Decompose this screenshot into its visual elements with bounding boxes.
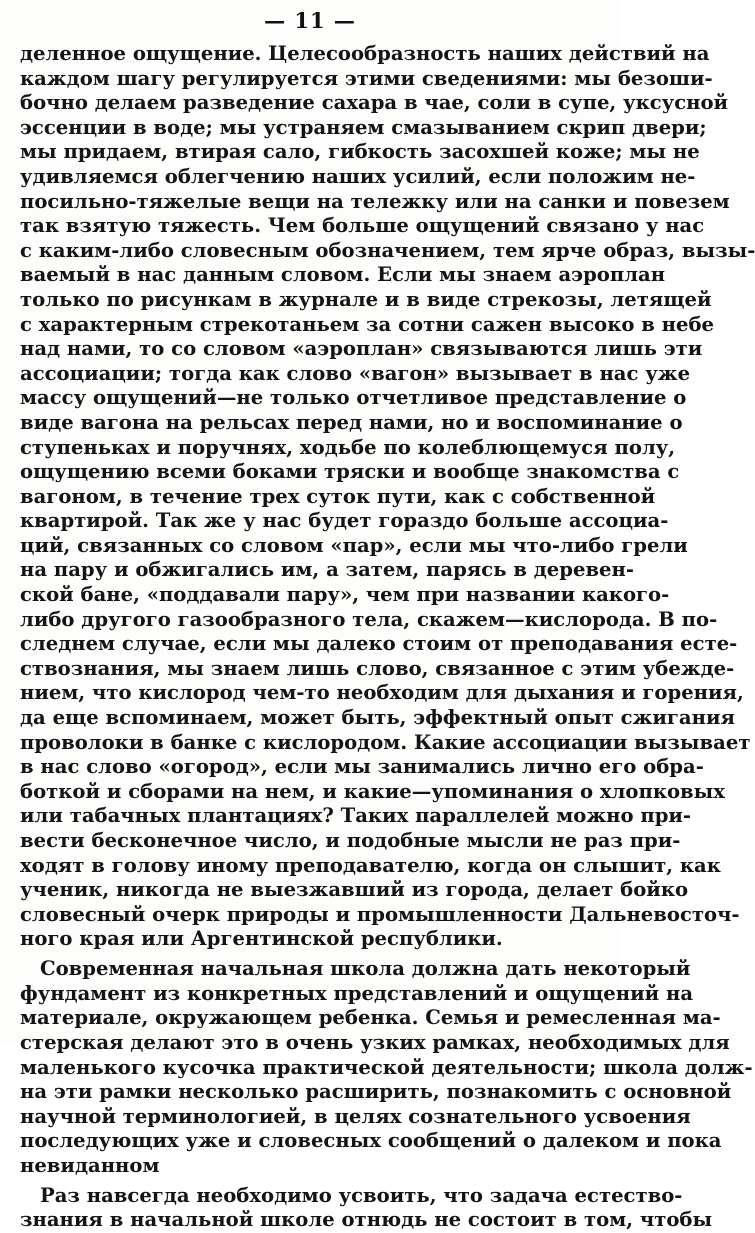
text-line: материале, окружающем ребенка. Семья и ремесленная ма-: [20, 1006, 721, 1030]
text-line: ций, связанных со словом «пар», если мы что-либо грели: [20, 533, 688, 557]
text-line: проволоки в банке с кислородом. Какие ассоциации вызывает: [20, 730, 751, 754]
text-line: знания в начальной школе отнюдь не состоит в том, чтобы: [20, 1208, 713, 1232]
text-line: с каким-либо словесным обозначением, тем ярче образ, вызы-: [20, 238, 755, 262]
text-line: научной терминологией, в целях сознательного усвоения: [20, 1104, 691, 1128]
text-line: ской бане, «поддавали пару», чем при названии какого-: [20, 583, 670, 607]
text-line: ваемый в нас данным словом. Если мы знаем аэроплан: [20, 263, 666, 287]
text-line: бочно делаем разведение сахара в чае, соли в супе, уксусной: [20, 91, 729, 115]
text-line: маленького кусочка практической деятельности; школа долж-: [20, 1055, 753, 1079]
text-line: ходят в голову иному преподавателю, когда он слышит, как: [20, 853, 721, 877]
text-line: в нас слово «огород», если мы занимались лично его обра-: [20, 755, 704, 779]
text-line: последующих уже и словесных сообщений о далеком и пока: [20, 1129, 722, 1153]
text-line: ощущению всеми боками тряски и вообще знакомства с: [20, 460, 680, 484]
paragraph-3: [20, 1183, 713, 1233]
text-line: на пару и обжигались им, а затем, парясь в деревен-: [20, 558, 634, 582]
paragraph-2: [20, 957, 753, 1178]
text-line: боткой и сборами на нем, и какие—упоминания о хлопковых: [20, 779, 725, 803]
text-line: вагоном, в течение трех суток пути, как с собственной: [20, 484, 656, 508]
text-line: стерская делают это в очень узких рамках, необходимых для: [20, 1030, 730, 1054]
text-line: эссенции в воде; мы устраняем смазыванием скрип двери;: [20, 115, 707, 139]
text-line: деленное ощущение. Целесообразность наших действий на: [20, 42, 710, 65]
text-line: ступеньках и поручнях, ходьбе по колеблющемуся полу,: [20, 435, 676, 459]
text-line: квартирой. Так же у нас будет гораздо больше ассоциа-: [20, 509, 669, 533]
page-number: — 11 —: [264, 8, 356, 33]
text-line: нием, что кислород чем-то необходим для дыхания и горения,: [20, 681, 744, 705]
text-line: на эти рамки несколько расширить, познакомить с основной: [20, 1080, 732, 1104]
text-line: виде вагона на рельсах перед нами, но и воспоминание о: [20, 410, 683, 434]
text-line: невиданном: [20, 1153, 160, 1177]
text-line: каждом шагу регулируется этими сведениями: мы безоши-: [20, 66, 713, 90]
text-line: либо другого газообразного тела, скажем—кислорода. В по-: [20, 607, 718, 631]
text-line: так взятую тяжесть. Чем больше ощущений связано у нас: [20, 214, 705, 238]
text-line: удивляемся облегчению наших усилий, если положим не-: [20, 164, 696, 188]
text-line: да еще вспоминаем, может быть, эффектный опыт сжигания: [20, 706, 735, 730]
text-line: следнем случае, если мы далеко стоим от преподавания есте-: [20, 632, 738, 656]
text-line: ассоциации; тогда как слово «вагон» вызывает в нас уже: [20, 361, 691, 385]
text-line: или табачных плантациях? Таких параллелей можно при-: [20, 804, 692, 828]
text-line: Раз навсегда необходимо усвоить, что задача естество-: [40, 1183, 683, 1207]
text-line: Современная начальная школа должна дать некоторый: [40, 957, 691, 981]
text-line: мы придаем, втирая сало, гибкость засохшей коже; мы не: [20, 140, 700, 164]
text-line: ствознания, мы знаем лишь слово, связанное с этим убежде-: [20, 656, 735, 680]
text-line: ученик, никогда не выезжавший из города, делает бойко: [20, 878, 689, 902]
paragraph-1: [20, 42, 755, 952]
text-line: словесный очерк природы и промышленности Дальневосточ-: [20, 902, 740, 926]
text-line: с характерным стрекотаньем за сотни сажен высоко в небе: [20, 312, 715, 336]
text-line: массу ощущений—не только отчетливое представление о: [20, 386, 687, 410]
text-line: ного края или Аргентинской республики.: [20, 927, 503, 951]
text-line: только по рисункам в журнале и в виде стрекозы, летящей: [20, 287, 712, 311]
text-line: вести бесконечное число, и подобные мысли не раз при-: [20, 829, 681, 852]
text-line: посильно-тяжелые вещи на тележку или на санки и повезем: [20, 189, 730, 213]
text-line: над нами, то со словом «аэроплан» связываются лишь эти: [20, 337, 703, 361]
text-line: фундамент из конкретных представлений и ощущений на: [20, 981, 694, 1005]
